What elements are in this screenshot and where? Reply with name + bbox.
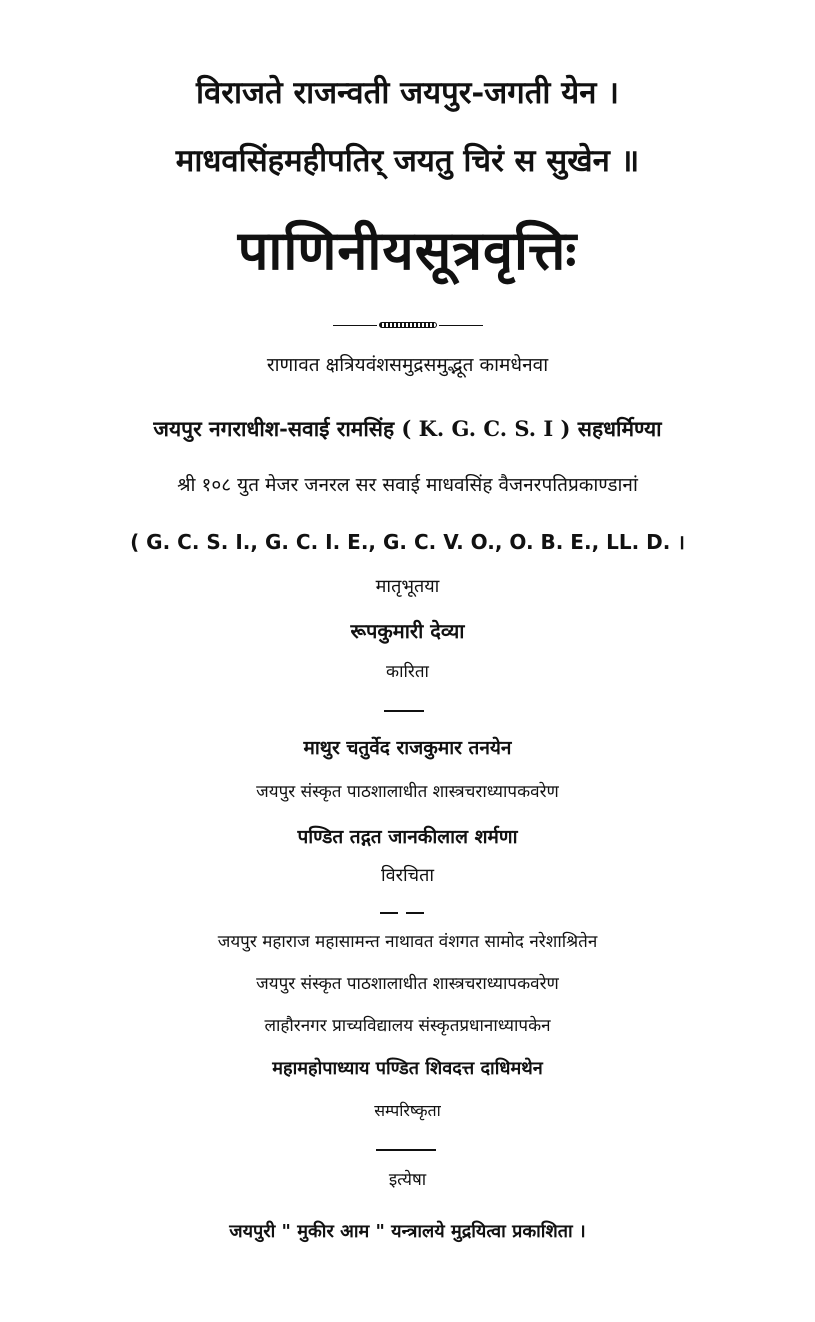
author-line-3: पण्डित तद्गत जानकीलाल शर्मणा: [297, 826, 518, 848]
author-line-1: माथुर चतुर्वेद राजकुमार तनयेन: [303, 737, 512, 759]
author-line-4: विरचिता: [380, 865, 435, 886]
section-divider-2-left: [380, 912, 398, 914]
patron-line-6: रूपकुमारी देव्या: [350, 619, 465, 643]
reviser-line-1: जयपुर महाराज महासामन्त नाथावत वंशगत सामोद नरेशाश्रितेन: [217, 932, 598, 952]
patron-line-4: ( G. C. S. I., G. C. I. E., G. C. V. O., O. B. E., LL. D. ।: [130, 530, 685, 554]
section-divider-2-right: [406, 912, 424, 914]
patron-line-1: राणावत क्षत्रियवंशसमुद्रसमुद्भूत कामधेनवा: [266, 354, 549, 376]
patron-line-5: मातृभूतया: [375, 576, 440, 597]
publisher-line-2: जयपुरी " मुकीर आम " यन्त्रालये मुद्रयित्वा प्रकाशिता ।: [229, 1221, 586, 1242]
dedication-line-1: विराजते राजन्वती जयपुर-जगती येन ।: [196, 75, 619, 111]
patron-line-2: जयपुर नगराधीश-सवाई रामसिंह ( K. G. C. S. I ) सहधर्मिण्या: [153, 416, 662, 441]
author-line-2: जयपुर संस्कृत पाठशालाधीत शास्त्रचराध्यापकवरेण: [256, 782, 559, 802]
page-title: पाणिनीयसूत्रवृत्तिः: [237, 218, 578, 282]
section-divider-1: [384, 710, 424, 712]
reviser-line-2: जयपुर संस्कृत पाठशालाधीत शास्त्रचराध्यापकवरेण: [256, 974, 559, 994]
patron-line-3: श्री १०८ युत मेजर जनरल सर सवाई माधवसिंह वैजनरपतिप्रकाण्डानां: [177, 474, 638, 496]
patron-line-7: कारिता: [386, 662, 429, 682]
section-divider-3: [376, 1149, 436, 1151]
reviser-line-4: महामहोपाध्याय पण्डित शिवदत्त दाधिमथेन: [272, 1058, 543, 1079]
publisher-line-1: इत्येषा: [388, 1170, 427, 1190]
title-ornament: [333, 322, 483, 330]
dedication-line-2: माधवसिंहमहीपतिर् जयतु चिरं स सुखेन ॥: [175, 143, 640, 179]
reviser-line-5: सम्परिष्कृता: [374, 1101, 441, 1120]
reviser-line-3: लाहौरनगर प्राच्यविद्यालय संस्कृतप्रधानाध्यापकेन: [264, 1016, 551, 1036]
